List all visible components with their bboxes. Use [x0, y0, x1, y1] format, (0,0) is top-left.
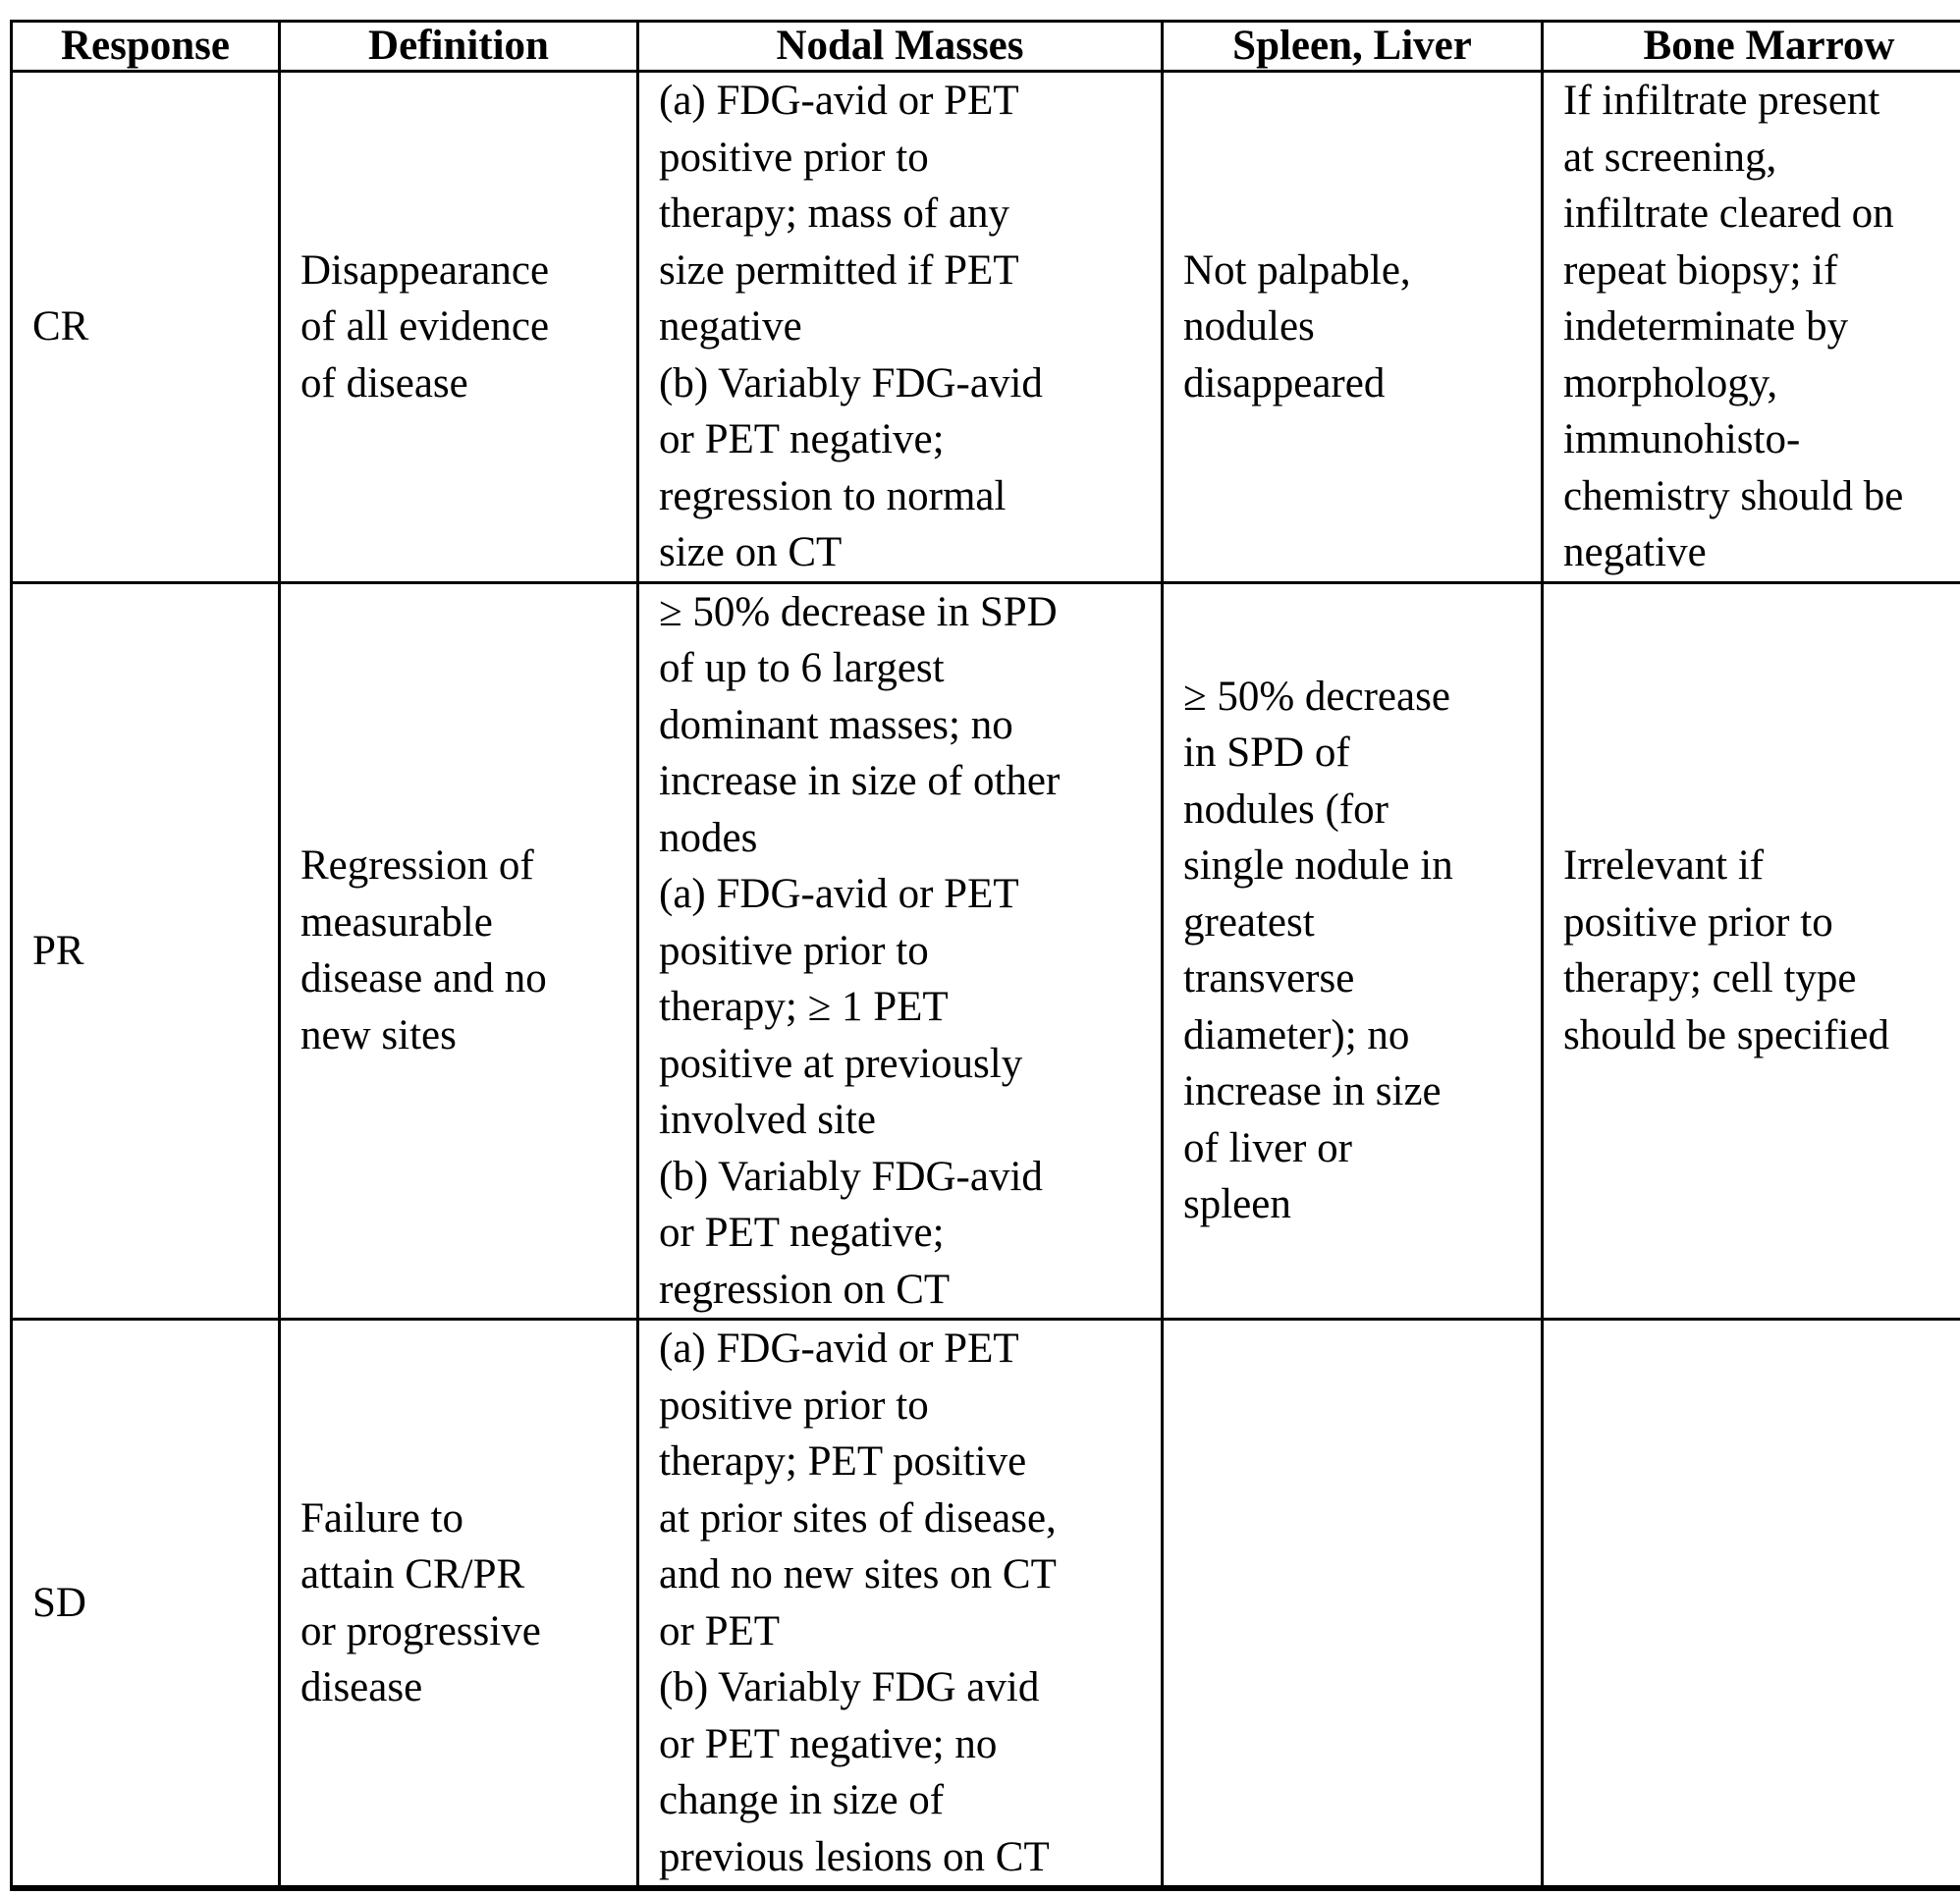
- cell-text-line: regression to normal: [659, 472, 1007, 519]
- cell-text-line: of up to 6 largest: [659, 645, 945, 691]
- nodal-masses-cell: [638, 72, 1163, 583]
- cell-text-line: PR: [32, 927, 84, 974]
- cell-text-line: (b) Variably FDG avid: [659, 1664, 1040, 1710]
- cell-text-line: single nodule in: [1183, 842, 1453, 890]
- cell-text-line: Regression of: [300, 842, 534, 890]
- cell-text-line: Disappearance: [300, 246, 550, 294]
- cell-text-line: indeterminate by: [1563, 303, 1849, 350]
- cell-text-line: positive prior to: [659, 1381, 929, 1429]
- cell-text-line: (a) FDG-avid or PET: [659, 871, 1019, 917]
- cell-text-line: previous lesions on CT: [659, 1833, 1050, 1880]
- cell-text-line: or PET: [659, 1607, 781, 1654]
- cell-text-line: therapy; mass of any: [659, 190, 1010, 237]
- cell-text-line: attain CR/PR: [300, 1551, 525, 1597]
- cell-text-line: spleen: [1183, 1181, 1291, 1228]
- cell-text-line: regression on CT: [659, 1266, 951, 1313]
- cell-text-line: dominant masses; no: [659, 701, 1013, 748]
- nodal-masses-cell: [638, 582, 1163, 1320]
- definition-cell: [280, 582, 638, 1320]
- bone-marrow-cell: [1543, 1320, 1960, 1889]
- header-nodal-masses: Nodal Masses: [638, 22, 1163, 72]
- cell-text-line: therapy; PET positive: [659, 1438, 1027, 1485]
- cell-text-line: chemistry should be: [1563, 472, 1904, 519]
- cell-text-line: of disease: [300, 359, 468, 406]
- cell-text-line: infiltrate cleared on: [1563, 190, 1894, 237]
- cell-text-line: immunohisto-: [1563, 416, 1801, 462]
- cell-text-line: greatest: [1183, 898, 1315, 946]
- table-row: [12, 1320, 1960, 1889]
- cell-text-line: in SPD of: [1183, 730, 1350, 777]
- table-row: [12, 72, 1960, 583]
- bone-marrow-cell: [1543, 72, 1960, 583]
- cell-text-line: Not palpable,: [1183, 246, 1411, 294]
- spleen-liver-cell: [1163, 582, 1543, 1320]
- cell-text-line: transverse: [1183, 955, 1355, 1002]
- cell-text-line: and no new sites on CT: [659, 1551, 1057, 1597]
- cell-text-line: diameter); no: [1183, 1011, 1410, 1058]
- cell-text-line: ≥ 50% decrease: [1183, 673, 1450, 720]
- response-criteria-table: [10, 20, 1960, 1891]
- cell-text-line: positive prior to: [1563, 898, 1833, 946]
- cell-text-line: or PET negative; no: [659, 1720, 998, 1767]
- cell-text-line: disease: [300, 1664, 423, 1710]
- cell-text-line: change in size of: [659, 1777, 945, 1823]
- cell-text-line: therapy; ≥ 1 PET: [659, 984, 949, 1030]
- cell-text-line: or progressive: [300, 1607, 541, 1654]
- cell-text-line: (a) FDG-avid or PET: [659, 1326, 1019, 1372]
- cell-text-line: size permitted if PET: [659, 246, 1019, 294]
- cell-text-line: at screening,: [1563, 134, 1777, 181]
- cell-text-line: (b) Variably FDG-avid: [659, 359, 1043, 406]
- cell-text-line: Failure to: [300, 1494, 463, 1542]
- spleen-liver-cell: [1163, 72, 1543, 583]
- cell-text-line: or PET negative;: [659, 1210, 945, 1256]
- cell-text-line: of liver or: [1183, 1124, 1352, 1171]
- cell-text-line: (a) FDG-avid or PET: [659, 78, 1019, 124]
- cell-text-line: CR: [32, 303, 89, 350]
- definition-cell: [280, 72, 638, 583]
- cell-text-line: therapy; cell type: [1563, 955, 1857, 1002]
- cell-text-line: size on CT: [659, 529, 843, 575]
- cell-text-line: or PET negative;: [659, 416, 945, 462]
- cell-text-line: increase in size of other: [659, 758, 1061, 804]
- nodal-masses-cell: [638, 1320, 1163, 1889]
- cell-text-line: nodules (for: [1183, 785, 1388, 833]
- cell-text-line: of all evidence: [300, 303, 550, 350]
- header-spleen-liver: Spleen, Liver: [1163, 22, 1543, 72]
- cell-text-line: increase in size: [1183, 1068, 1442, 1115]
- response-cell: [12, 582, 280, 1320]
- cell-text-line: (b) Variably FDG-avid: [659, 1153, 1043, 1200]
- cell-text-line: nodules: [1183, 303, 1315, 350]
- cell-text-line: Irrelevant if: [1563, 842, 1765, 890]
- table-row: [12, 582, 1960, 1320]
- cell-text-line: positive at previously: [659, 1040, 1023, 1087]
- cell-text-line: new sites: [300, 1011, 457, 1058]
- response-cell: [12, 1320, 280, 1889]
- header-definition: Definition: [280, 22, 638, 72]
- cell-text-line: should be specified: [1563, 1011, 1889, 1058]
- cell-text-line: repeat biopsy; if: [1563, 246, 1838, 294]
- cell-text-line: SD: [32, 1579, 86, 1626]
- cell-text-line: nodes: [659, 814, 758, 861]
- spleen-liver-cell: [1163, 1320, 1543, 1889]
- header-response: Response: [12, 22, 280, 72]
- cell-text-line: ≥ 50% decrease in SPD: [659, 588, 1058, 635]
- header-row: [12, 22, 1960, 72]
- cell-text-line: disease and no: [300, 955, 547, 1002]
- cell-text-line: measurable: [300, 898, 493, 946]
- cell-text-line: at prior sites of disease,: [659, 1494, 1057, 1542]
- cell-text-line: positive prior to: [659, 134, 929, 181]
- cell-text-line: positive prior to: [659, 927, 929, 974]
- cell-text-line: If infiltrate present: [1563, 78, 1880, 124]
- cell-text-line: disappeared: [1183, 359, 1386, 406]
- cell-text-line: negative: [1563, 529, 1707, 575]
- definition-cell: [280, 1320, 638, 1889]
- cell-text-line: negative: [659, 303, 802, 350]
- cell-text-line: morphology,: [1563, 359, 1778, 406]
- header-bone-marrow: Bone Marrow: [1543, 22, 1960, 72]
- cell-text-line: involved site: [659, 1097, 876, 1143]
- bone-marrow-cell: [1543, 582, 1960, 1320]
- response-cell: [12, 72, 280, 583]
